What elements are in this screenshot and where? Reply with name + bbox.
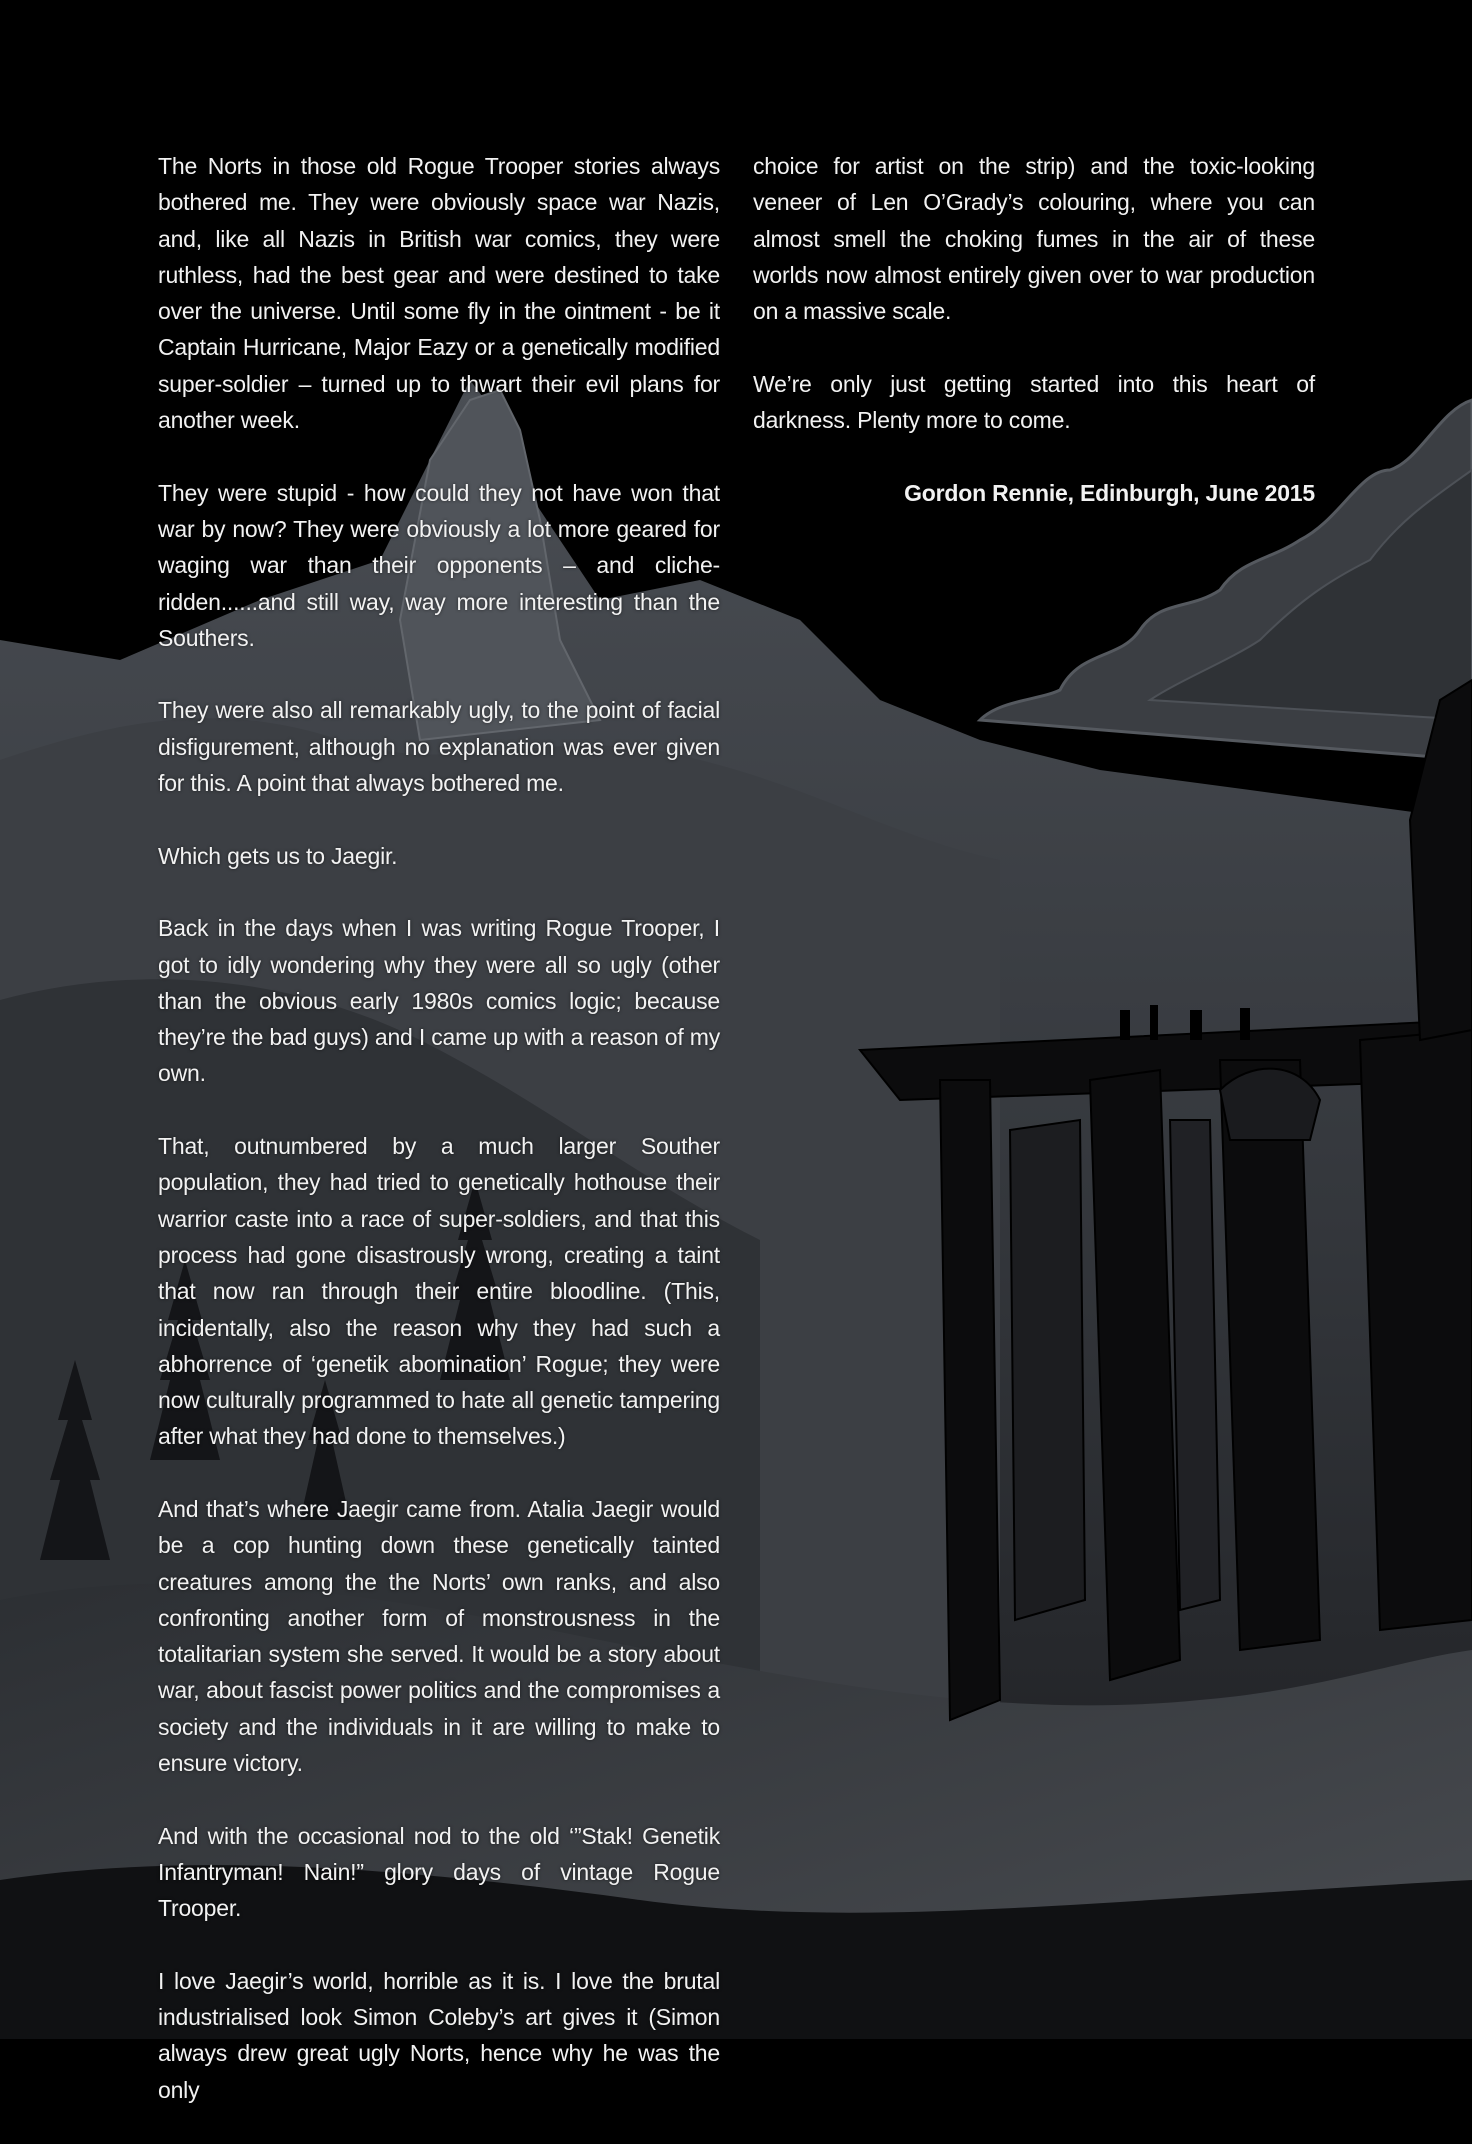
- paragraph: And with the occasional nod to the old ‘”Stak! Genetik Infantryman! Nain!” glory days of vintage Rogue Trooper.: [158, 1822, 720, 1922]
- paragraph: And that’s where Jaegir came from. Atalia Jaegir would be a cop hunting down these genetically tainted creatures among the the Norts’ own ranks, and also confronting another form of monstrousness in the totalitarian system she served. It would be a story about war, about fascist power politics and the compromises a society and the individuals in it are willing to make to ensure victory.: [158, 1495, 720, 1777]
- paragraph: Which gets us to Jaegir.: [158, 842, 398, 869]
- paragraph: They were stupid - how could they not have won that war by now? They were obviously a lot more geared for waging war than their opponents – and cliche-ridden......and still way, way more interesting than the Southers.: [158, 479, 720, 651]
- paragraph: That, outnumbered by a much larger Souther population, they had tried to genetically hothouse their warrior caste into a race of super-soldiers, and that this process had gone disastrously wrong, creating a taint that now ran through their entire bloodline. (This, incidentally, also the reason why they had such a abhorrence of ‘genetik abomination’ Rogue; they were now culturally programmed to hate all genetic tampering after what they had done to themselves.): [158, 1133, 720, 1450]
- paragraph: They were also all remarkably ugly, to the point of facial disfigurement, although no explanation was ever given for this. A point that always bothered me.: [158, 697, 720, 797]
- author-signature: Gordon Rennie, Edinburgh, June 2015: [904, 479, 1315, 506]
- paragraph: I love Jaegir’s world, horrible as it is. I love the brutal industrialised look Simon Coleby’s art gives it (Simon always drew great ugly Norts, hence why he was the only: [158, 1967, 720, 2103]
- paragraph: The Norts in those old Rogue Trooper stories always bothered me. They were obviously space war Nazis, and, like all Nazis in British war comics, they were ruthless, had the best gear and were destined to take over the universe. Until some fly in the ointment - be it Captain Hurricane, Major Eazy or a genetically modified super-soldier – turned up to thwart their evil plans for another week.: [158, 153, 720, 434]
- right-column: [753, 148, 1315, 547]
- left-column: [158, 148, 720, 2144]
- paragraph: choice for artist on the strip) and the toxic-looking veneer of Len O’Grady’s colouring, where you can almost smell the choking fumes in the air of these worlds now almost entirely given over to war production on a massive scale.: [753, 153, 1315, 325]
- paragraph: Back in the days when I was writing Rogue Trooper, I got to idly wondering why they were all so ugly (other than the obvious early 1980s comics logic; because they’re the bad guys) and I came up with a reason of my own.: [158, 915, 720, 1087]
- paragraph: We’re only just getting started into this heart of darkness. Plenty more to come.: [753, 370, 1315, 434]
